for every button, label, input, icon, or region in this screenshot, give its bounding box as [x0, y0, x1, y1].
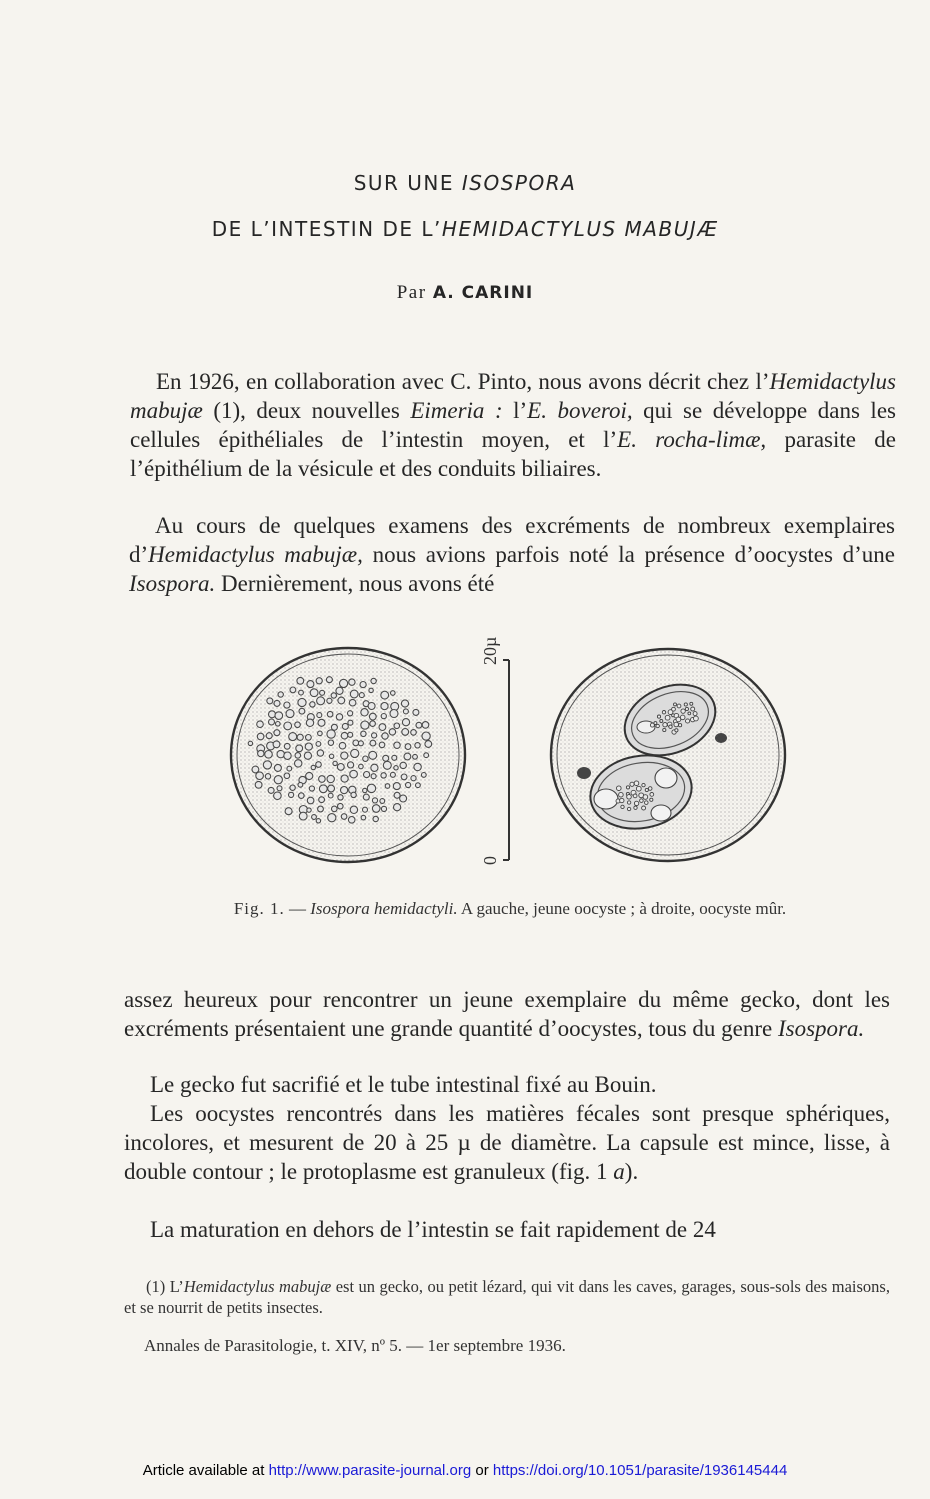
granule [414, 763, 421, 770]
granule [274, 792, 282, 800]
granule [290, 687, 296, 693]
granule [316, 742, 321, 747]
figure-1 [228, 615, 788, 875]
granule [274, 776, 282, 784]
granule [338, 795, 343, 800]
article-access-line [0, 1462, 930, 1479]
granule [381, 691, 389, 699]
granule [284, 773, 290, 779]
granule [413, 754, 418, 759]
granule [381, 703, 388, 710]
granule [320, 690, 325, 695]
granule [422, 732, 430, 740]
granule [269, 711, 276, 718]
granule [411, 730, 417, 736]
granule [401, 774, 407, 780]
granule [273, 741, 280, 748]
granule [394, 804, 401, 811]
granule [380, 799, 385, 804]
granule [627, 807, 630, 810]
granule [299, 708, 305, 714]
granule [394, 766, 398, 770]
granule [266, 733, 272, 739]
granule [336, 687, 343, 694]
granule [299, 812, 307, 820]
title-line-1 [0, 171, 930, 195]
granule [255, 781, 262, 788]
granule [620, 798, 624, 802]
scale-bar [480, 637, 509, 865]
granule [284, 702, 290, 708]
granule [341, 752, 348, 759]
granule [274, 700, 280, 706]
granule [329, 754, 333, 758]
granule [316, 678, 322, 684]
granule [316, 819, 320, 823]
granule [317, 713, 322, 718]
young-oocyst [231, 648, 465, 862]
granule [331, 724, 337, 730]
granule [299, 793, 305, 799]
granule [634, 801, 638, 805]
granule [390, 710, 398, 718]
granule [317, 697, 325, 705]
granule [277, 750, 284, 757]
granule [275, 712, 283, 720]
granule [372, 805, 380, 813]
granule [416, 783, 421, 788]
granule [306, 772, 313, 779]
granule [390, 772, 395, 777]
granule [650, 798, 653, 801]
granule [672, 707, 676, 711]
scale-top-label: 20µ [480, 636, 500, 665]
paragraph-1: En 1926, en collaboration avec C. Pinto, nous avons décrit chez l’Hemidactylus mabujæ (1), deux nouvelles Eimeria : l’E. boveroi, qui se développe dans les cellules épithéliales de l’intestin moyen, et l’E. rocha-limæ, parasite de l’épithélium de la vésicule et des conduits biliaires. [130, 369, 896, 481]
paragraph-4: Le gecko fut sacrifié et le tube intestinal fixé au Bouin. [150, 1072, 657, 1097]
granule [265, 774, 270, 779]
granule [663, 728, 666, 731]
granule [389, 729, 395, 735]
granule [339, 742, 346, 749]
granule [257, 721, 264, 728]
paragraph-5: Les oocystes rencontrés dans les matières fécales sont presque sphériques, incolores, et mesurent de 20 à 25 µ de diamètre. La capsule est mince, lisse, à double contour ; le protoplasme est granuleux (fig. 1 a). [124, 1101, 890, 1184]
granule [319, 785, 327, 793]
granule [276, 722, 281, 727]
granule [328, 793, 333, 798]
granule [693, 712, 697, 716]
granule [274, 730, 280, 736]
granule [285, 808, 292, 815]
granule [677, 704, 681, 708]
granule [328, 785, 335, 792]
granule [268, 787, 274, 793]
granule [289, 733, 297, 741]
granule [402, 729, 409, 736]
granule [363, 807, 368, 812]
granule [405, 744, 411, 750]
granule [369, 713, 376, 720]
granule [636, 786, 641, 791]
granule [360, 682, 366, 688]
granule [331, 693, 336, 698]
granule [645, 801, 649, 805]
author-name: A. CARINI [432, 283, 534, 303]
granule [298, 782, 303, 787]
granule [383, 755, 389, 761]
granule [361, 709, 368, 716]
granule [350, 770, 358, 778]
title-italic: ISOSPORA [461, 171, 577, 195]
access-middle: or [471, 1462, 493, 1479]
granule [371, 764, 378, 771]
granule [621, 805, 624, 808]
granule [684, 703, 687, 706]
granule [327, 711, 333, 717]
granule [627, 801, 630, 804]
granule [383, 761, 391, 769]
granule [379, 742, 385, 748]
granule [657, 715, 660, 718]
granule [363, 794, 369, 800]
granule [674, 722, 679, 727]
granule [643, 795, 648, 800]
granule [685, 707, 688, 710]
granule [392, 755, 397, 760]
granule [349, 699, 356, 706]
granule [425, 741, 432, 748]
granule [413, 709, 419, 715]
granule [353, 740, 359, 746]
granule [307, 808, 311, 812]
paragraph-3: assez heureux pour rencontrer un jeune exemplaire du même gecko, dont les excréments présentaient une grande quantité d’oocystes, tous du genre Isospora. [124, 987, 890, 1041]
granule [633, 794, 637, 798]
granule [359, 693, 364, 698]
granule [369, 751, 377, 759]
granule [306, 719, 313, 726]
granule [650, 793, 654, 797]
granule [319, 776, 326, 783]
granule [660, 720, 663, 723]
granule [367, 784, 375, 792]
granule [422, 722, 429, 729]
access-prefix: Article available at [142, 1462, 269, 1479]
granule [327, 775, 334, 782]
granule [372, 798, 377, 803]
figure-caption: Fig. 1. — Isospora hemidactyli. A gauche, jeune oocyste ; à droite, oocyste mûr. [233, 899, 787, 918]
granule [400, 795, 407, 802]
granule [305, 743, 312, 750]
granule [411, 776, 416, 781]
granule [627, 795, 632, 800]
granule [348, 720, 353, 725]
granule [665, 715, 670, 720]
granule [332, 806, 338, 812]
granule [340, 679, 348, 687]
granule [333, 761, 337, 765]
granule [674, 703, 677, 706]
granule [269, 719, 275, 725]
granule [337, 764, 344, 771]
granule [312, 815, 317, 820]
granule [350, 806, 357, 813]
granule [327, 698, 332, 703]
footnote: (1) L’Hemidactylus mabujæ est un gecko, ou petit lézard, qui vit dans les caves, garages, sous-sols des maisons, et se nourrit de petits insectes. [124, 1277, 890, 1317]
doi-link[interactable]: https://doi.org/10.1051/parasite/1936145444 [492, 1462, 788, 1479]
granule [634, 781, 639, 786]
granule [298, 698, 306, 706]
author-line [0, 282, 930, 304]
scale-bottom-label: 0 [480, 856, 500, 865]
granule [617, 786, 622, 791]
granule [416, 722, 422, 728]
granule [310, 689, 318, 697]
granule [318, 719, 325, 726]
title-line-2 [0, 217, 930, 241]
granule [258, 750, 264, 756]
granule [295, 760, 302, 767]
granule [267, 698, 273, 704]
granule [277, 786, 282, 791]
granule [394, 742, 400, 748]
granule [363, 756, 368, 761]
granule [400, 762, 406, 768]
granule [304, 752, 311, 759]
granule [630, 782, 634, 786]
granule [645, 788, 648, 791]
granule [361, 721, 369, 729]
granule [634, 806, 637, 809]
granule [299, 690, 304, 695]
title-text: SUR UNE [353, 171, 462, 195]
author-prefix: Par [396, 282, 433, 303]
granule [381, 806, 386, 811]
granule [350, 690, 358, 698]
granule [403, 709, 408, 714]
granule [338, 803, 344, 809]
title-italic: HEMIDACTYLUS MABUJÆ [441, 217, 719, 241]
granule [297, 734, 303, 740]
granule [370, 740, 376, 746]
granule [295, 753, 301, 759]
granule [648, 787, 652, 791]
oocyst-illustration [228, 615, 788, 875]
granule [248, 741, 252, 745]
granule [287, 766, 292, 771]
granule [373, 816, 378, 821]
granule [680, 715, 685, 720]
granule [278, 692, 283, 697]
granule [415, 743, 420, 748]
granule [694, 716, 699, 721]
granule [688, 712, 691, 715]
granule [326, 677, 332, 683]
granule [341, 775, 348, 782]
granule [424, 753, 429, 758]
granule [619, 792, 624, 797]
granule [348, 711, 353, 716]
granule [318, 806, 324, 812]
granule [361, 731, 366, 736]
journal-link[interactable]: http://www.parasite-journal.org [268, 1462, 472, 1479]
granule [642, 783, 645, 786]
granule [371, 678, 376, 683]
granule [681, 709, 685, 713]
granule [359, 764, 364, 769]
granule [284, 752, 291, 759]
granule [372, 733, 377, 738]
mature-oocyst [551, 649, 785, 861]
granule [284, 743, 290, 749]
granule [338, 697, 345, 704]
granule [336, 714, 342, 720]
granule [421, 773, 426, 778]
granule [328, 814, 336, 822]
granule [328, 740, 333, 745]
granule [286, 710, 294, 718]
granule [307, 681, 314, 688]
granule [626, 786, 629, 789]
granule [364, 772, 370, 778]
granule [385, 784, 390, 789]
granule [393, 783, 400, 790]
granule [316, 762, 322, 768]
granule [351, 749, 359, 757]
granule [662, 711, 665, 714]
granule [394, 723, 400, 729]
granule [289, 792, 294, 797]
granule [656, 724, 659, 727]
granule [686, 719, 690, 723]
granule [265, 751, 273, 759]
granule [296, 745, 303, 752]
granule [391, 691, 396, 696]
granule [679, 724, 682, 727]
granule [341, 732, 348, 739]
granule [309, 786, 314, 791]
granule [349, 679, 355, 685]
granule [318, 731, 323, 736]
granule [295, 722, 301, 728]
granule [348, 762, 354, 768]
granule [311, 765, 315, 769]
granule [369, 688, 373, 692]
granule [371, 774, 376, 779]
granule [691, 707, 695, 711]
granule [368, 703, 375, 710]
journal-reference: Annales de Parasitologie, t. XIV, nº 5. — 1er septembre 1936. [144, 1336, 566, 1355]
granule [690, 702, 693, 705]
granule [319, 797, 325, 803]
granule [257, 733, 264, 740]
granule [394, 792, 400, 798]
granule [274, 764, 281, 771]
granule [381, 773, 386, 778]
granule [327, 730, 335, 738]
granule [351, 792, 356, 797]
granule [342, 723, 348, 729]
granule [341, 814, 347, 820]
granule [401, 700, 408, 707]
granule [642, 806, 646, 810]
granule [381, 714, 386, 719]
paragraph-6: La maturation en dehors de l’intestin se fait rapidement de 24 [150, 1217, 716, 1242]
granule [290, 785, 295, 790]
granule [669, 725, 672, 728]
granule [358, 741, 363, 746]
granule [348, 732, 353, 737]
granule [341, 787, 348, 794]
granule [306, 735, 312, 741]
granule [640, 799, 644, 803]
paragraph-2: Au cours de quelques examens des excréments de nombreux exemplaires d’Hemidactylus mabujæ, nous avions parfois noté la présence d’oocystes d’une Isospora. Dernièrement, nous avons été [129, 513, 895, 596]
granule [363, 788, 367, 792]
granule [284, 722, 292, 730]
granule [406, 782, 411, 787]
granule [310, 702, 315, 707]
granule [297, 677, 304, 684]
title-text: DE L’INTESTIN DE L’ [211, 217, 442, 241]
granule [382, 733, 388, 739]
granule [379, 724, 386, 731]
granule [404, 753, 411, 760]
granule [402, 719, 409, 726]
granule [348, 817, 355, 824]
granule [317, 750, 323, 756]
granule [663, 723, 667, 727]
granule [654, 722, 657, 725]
granule [307, 797, 314, 804]
granule [256, 772, 264, 780]
granule [263, 761, 271, 769]
granule [675, 729, 678, 732]
granule [361, 815, 366, 820]
granule [370, 721, 376, 727]
